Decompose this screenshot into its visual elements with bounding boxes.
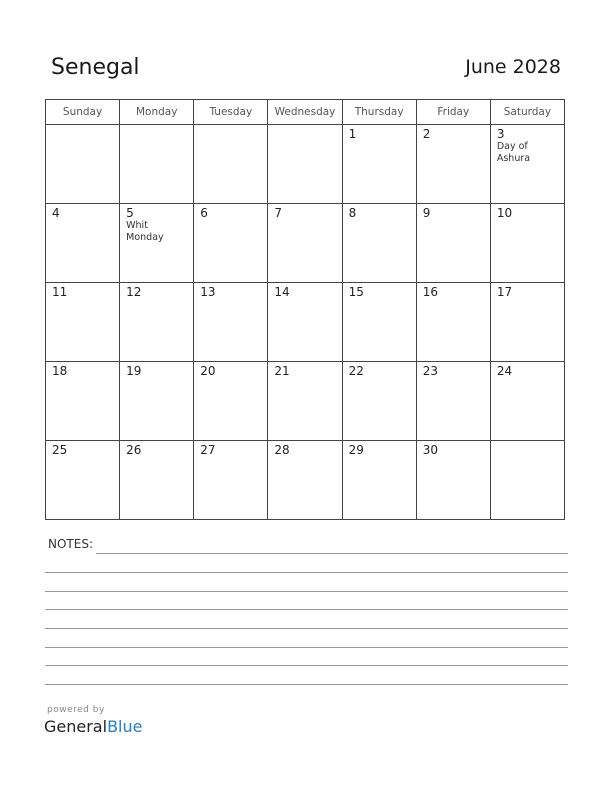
generalblue-logo <box>44 717 142 736</box>
notes-label: NOTES: <box>48 537 93 551</box>
day-number: 7 <box>274 206 283 220</box>
notes-line <box>45 628 568 629</box>
day-cell <box>46 441 120 520</box>
day-number: 21 <box>274 364 290 378</box>
logo-text-general: General <box>44 717 108 736</box>
day-cell <box>490 362 564 441</box>
weekday-thursday: Thursday <box>342 100 416 125</box>
day-number: 10 <box>496 206 513 220</box>
holiday-label: Whit Monday <box>126 220 164 243</box>
day-cell <box>490 125 564 204</box>
day-number: 8 <box>348 206 357 220</box>
day-cell <box>268 283 342 362</box>
day-number: 2 <box>422 127 431 141</box>
day-number: 19 <box>126 364 142 378</box>
day-number: 11 <box>52 285 68 299</box>
day-cell <box>46 204 120 283</box>
calendar-grid <box>45 99 565 520</box>
day-number: 24 <box>496 364 513 378</box>
day-number: 5 <box>126 206 134 220</box>
day-cell <box>120 362 194 441</box>
day-cell <box>46 125 120 204</box>
day-cell <box>46 362 120 441</box>
day-number: 3 <box>496 127 505 141</box>
country-title: Senegal <box>51 55 140 80</box>
day-number: 30 <box>422 443 438 457</box>
weekday-header-row <box>46 100 565 125</box>
holiday-label: Day of Ashura <box>496 141 531 164</box>
day-number: 16 <box>422 285 438 299</box>
weekday-tuesday: Tuesday <box>194 100 268 125</box>
day-cell <box>194 283 268 362</box>
day-number: 17 <box>496 285 513 299</box>
weekday-monday: Monday <box>120 100 194 125</box>
day-number: 23 <box>422 364 438 378</box>
notes-line <box>45 684 568 685</box>
day-number: 9 <box>422 206 431 220</box>
day-cell <box>120 125 194 204</box>
day-cell <box>268 204 342 283</box>
week-row <box>46 362 565 441</box>
weekday-saturday: Saturday <box>490 100 564 125</box>
weekday-sunday: Sunday <box>46 100 120 125</box>
day-number: 28 <box>274 443 290 457</box>
weekday-friday: Friday <box>416 100 490 125</box>
day-cell <box>416 283 490 362</box>
day-cell <box>120 441 194 520</box>
day-cell <box>194 362 268 441</box>
notes-line <box>45 609 568 610</box>
day-number: 1 <box>348 127 357 141</box>
day-cell <box>342 204 416 283</box>
day-cell <box>268 441 342 520</box>
day-number: 27 <box>200 443 216 457</box>
week-row <box>46 441 565 520</box>
powered-by-text: powered by <box>47 705 105 715</box>
day-cell <box>342 125 416 204</box>
day-cell <box>490 204 564 283</box>
day-cell <box>342 362 416 441</box>
day-cell <box>268 125 342 204</box>
logo-text-blue: Blue <box>107 717 143 736</box>
day-cell <box>120 204 194 283</box>
day-number: 25 <box>52 443 68 457</box>
notes-line <box>45 572 568 573</box>
day-cell <box>194 441 268 520</box>
notes-line <box>45 591 568 592</box>
day-cell <box>416 125 490 204</box>
day-cell <box>46 283 120 362</box>
week-row <box>46 204 565 283</box>
day-cell <box>416 362 490 441</box>
day-number: 13 <box>200 285 216 299</box>
day-cell <box>416 204 490 283</box>
day-cell <box>120 283 194 362</box>
day-cell <box>268 362 342 441</box>
month-title: June 2028 <box>465 56 561 78</box>
notes-line <box>96 553 568 554</box>
weekday-wednesday: Wednesday <box>268 100 342 125</box>
day-cell <box>194 125 268 204</box>
day-cell <box>342 441 416 520</box>
week-row <box>46 125 565 204</box>
day-cell <box>490 441 564 520</box>
day-cell <box>490 283 564 362</box>
day-number: 22 <box>348 364 364 378</box>
day-number: 15 <box>348 285 364 299</box>
day-cell <box>342 283 416 362</box>
day-number: 12 <box>126 285 142 299</box>
notes-line <box>45 665 568 666</box>
day-number: 18 <box>52 364 68 378</box>
day-number: 26 <box>126 443 142 457</box>
day-cell <box>416 441 490 520</box>
day-cell <box>194 204 268 283</box>
day-number: 14 <box>274 285 290 299</box>
day-number: 29 <box>348 443 364 457</box>
day-number: 6 <box>200 206 208 220</box>
day-number: 4 <box>52 206 60 220</box>
week-row <box>46 283 565 362</box>
notes-line <box>45 647 568 648</box>
day-number: 20 <box>200 364 216 378</box>
